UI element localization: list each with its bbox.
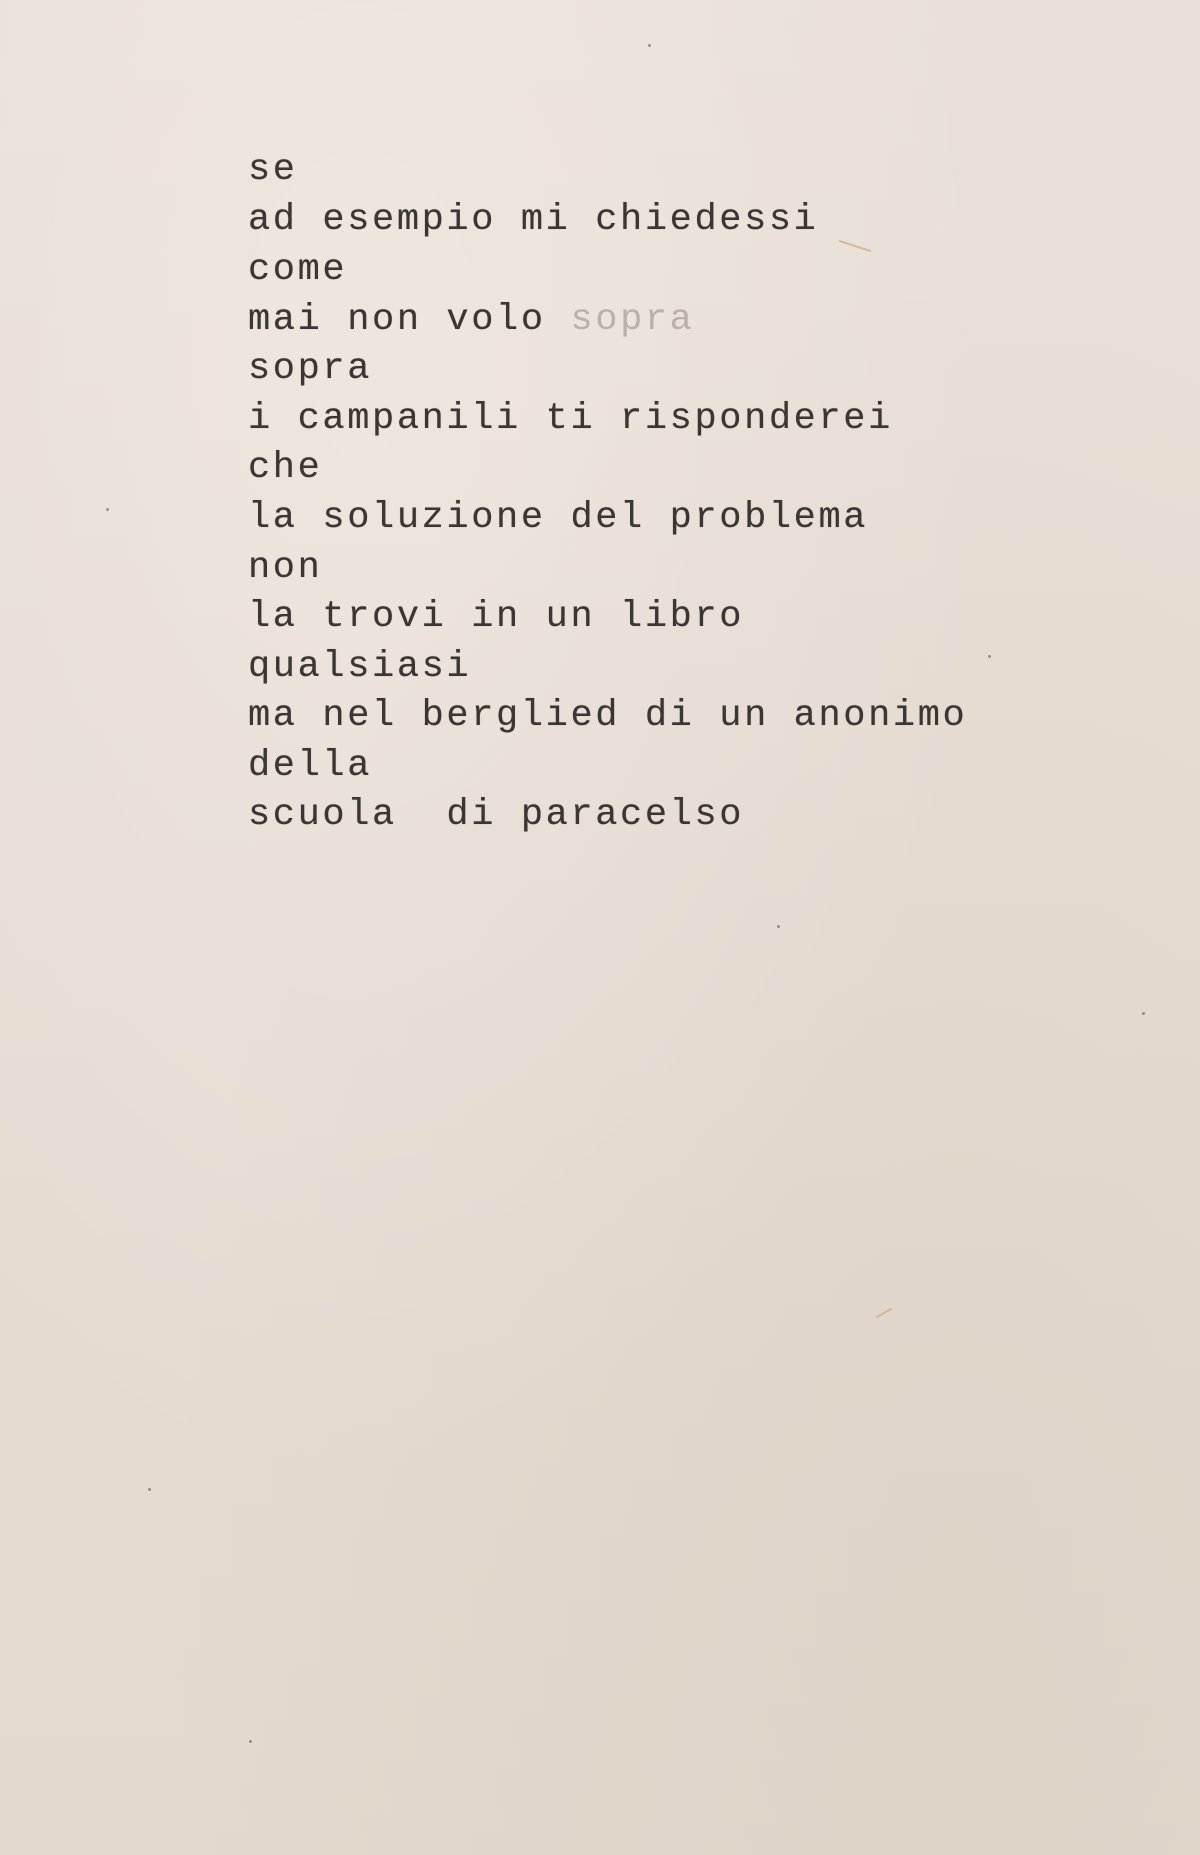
- poem-line-text: mai non volo: [248, 299, 546, 341]
- paper-stain: [876, 1308, 893, 1319]
- poem-line: ma nel berglied di un anonimo: [248, 695, 968, 737]
- paper-speck: [648, 44, 651, 47]
- poem-line: qualsiasi: [248, 646, 472, 688]
- paper-speck: [148, 1488, 151, 1491]
- paper-stain: [839, 240, 872, 252]
- paper-speck: [106, 508, 109, 511]
- poem-line: sopra: [248, 348, 373, 390]
- poem-line: la soluzione del problema: [248, 497, 869, 539]
- poem-line: la trovi in un libro: [248, 596, 745, 638]
- poem-line: come: [248, 249, 348, 291]
- paper-speck: [777, 925, 780, 928]
- poem-line: [248, 300, 695, 340]
- paper-speck: [249, 1740, 252, 1743]
- poem-line: i campanili ti risponderei: [248, 398, 893, 440]
- poem-line: non: [248, 547, 323, 589]
- poem-line: ad esempio mi chiedessi: [248, 199, 819, 241]
- paper-speck: [1142, 1012, 1145, 1015]
- faded-word: sopra: [570, 299, 695, 341]
- poem-line: scuola di paracelso: [248, 794, 745, 836]
- paper-speck: [988, 655, 991, 658]
- poem-line: della: [248, 745, 373, 787]
- poem-line: che: [248, 447, 323, 489]
- poem-line: se: [248, 149, 298, 191]
